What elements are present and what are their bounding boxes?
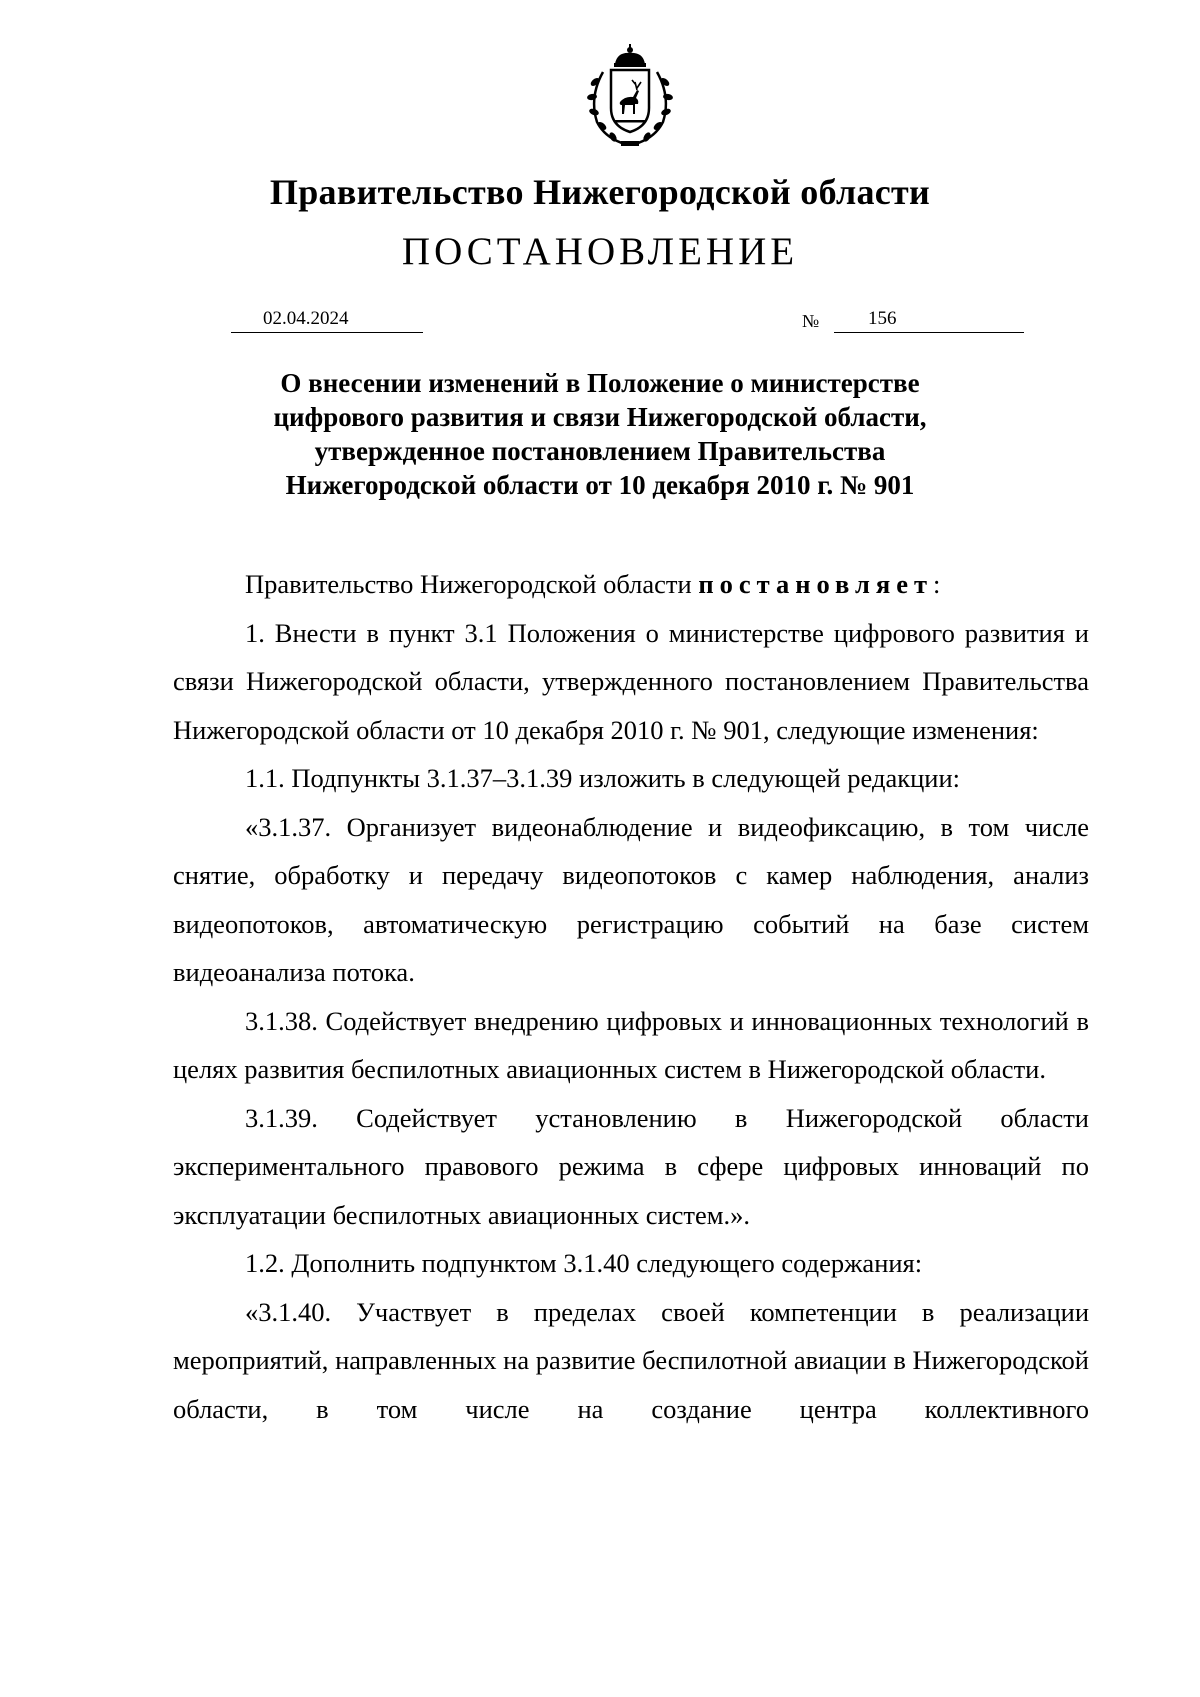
- paragraph-3-1-37: «3.1.37. Организует видеонаблюдение и видеофиксацию, в том числе снятие, обработку и передачу видеопотоков с камер наблюдения, анализ видеопотоков, автоматическую регистрацию событий на базе систем видеоанализа потока.: [173, 811, 1089, 987]
- number-sign: №: [802, 311, 820, 331]
- date-value: 02.04.2024: [263, 308, 349, 329]
- intro-resolves: постановляет: [698, 569, 934, 599]
- paragraph-1-2: 1.2. Дополнить подпунктом 3.1.40 следующего содержания:: [245, 1248, 923, 1278]
- document-heading: [200, 366, 1000, 502]
- heading-line: цифрового развития и связи Нижегородской области,: [273, 402, 927, 432]
- number-field: [834, 306, 1024, 333]
- heading-line: О внесении изменений в Положение о министерстве: [280, 368, 920, 398]
- paragraph-3-1-38: 3.1.38. Содействует внедрению цифровых и инновационных технологий в целях развития беспилотных авиационных систем в Нижегородской области.: [173, 1005, 1089, 1084]
- intro-paragraph: [173, 560, 1089, 609]
- heading-line: Нижегородской области от 10 декабря 2010 г. № 901: [285, 470, 915, 500]
- government-title: Правительство Нижегородской области: [269, 172, 931, 212]
- intro-suffix: :: [933, 569, 941, 599]
- heading-line: утвержденное постановлением Правительства: [314, 436, 886, 466]
- paragraph-1: 1. Внести в пункт 3.1 Положения о министерстве цифрового развития и связи Нижегородской области, утвержденного постановлением Правительства Нижегородской области от 10 декабря 2010 г. № 901, следующие изменения:: [173, 617, 1089, 745]
- date-field: [231, 306, 423, 333]
- paragraph-3-1-39: 3.1.39. Содействует установлению в Нижегородской области экспериментального правового режима в сфере цифровых инноваций по эксплуатации беспилотных авиационных систем.».: [173, 1102, 1089, 1230]
- number-value: 156: [868, 308, 897, 329]
- document-body: [173, 560, 1089, 1433]
- intro-prefix: Правительство Нижегородской области: [245, 569, 699, 599]
- document-type: ПОСТАНОВЛЕНИЕ: [401, 230, 799, 273]
- paragraph-1-1: 1.1. Подпункты 3.1.37–3.1.39 изложить в следующей редакции:: [245, 763, 960, 793]
- coat-of-arms-icon: [575, 42, 685, 152]
- paragraph-3-1-40: «3.1.40. Участвует в пределах своей компетенции в реализации мероприятий, направленных на развитие беспилотной авиации в Нижегородской области, в том числе на создание центра коллективного: [173, 1296, 1089, 1424]
